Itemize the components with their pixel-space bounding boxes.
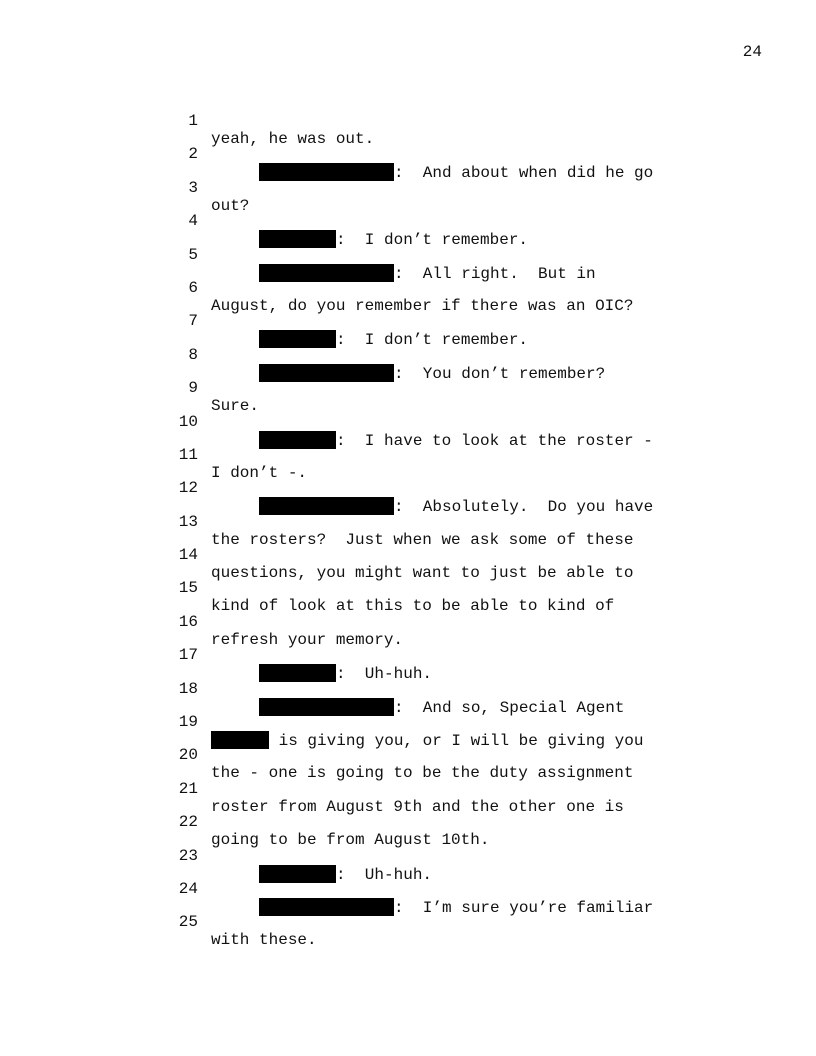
line-number: 1	[188, 112, 198, 130]
line-text: going to be from August 10th.	[211, 831, 490, 850]
line-text: out?	[211, 196, 250, 215]
transcript-line	[0, 395, 816, 450]
line-number: 18	[178, 679, 198, 698]
transcript-line	[0, 428, 816, 482]
transcript-line	[0, 94, 816, 148]
line-number: 15	[178, 579, 198, 598]
line-number: 3	[188, 178, 198, 197]
transcript-line	[0, 228, 816, 283]
line-text: : You don’t remember?	[394, 364, 606, 383]
transcript-line	[0, 628, 816, 684]
line-number: 17	[178, 646, 198, 665]
line-text: August, do you remember if there was an OIC?	[211, 296, 634, 315]
page-number: 24	[742, 43, 762, 61]
transcript-line	[0, 695, 816, 751]
line-text: Sure.	[211, 397, 260, 416]
line-text: questions, you might want to just be able to	[211, 564, 634, 583]
line-number: 20	[178, 746, 198, 765]
line-text: roster from August 9th and the other one is	[211, 797, 624, 816]
line-number: 8	[188, 345, 198, 364]
transcript-line	[0, 728, 816, 783]
line-text: the rosters? Just when we ask some of these	[211, 530, 634, 549]
line-text: : Absolutely. Do you have	[394, 498, 654, 517]
line-number: 10	[178, 412, 198, 431]
line-number: 24	[178, 879, 198, 898]
line-text: the - one is going to be the duty assignment	[211, 764, 634, 783]
line-number: 11	[178, 445, 198, 464]
line-number: 16	[178, 612, 198, 631]
line-text: yeah, he was out.	[211, 130, 375, 148]
transcript-line	[0, 528, 816, 583]
transcript-body	[0, 94, 816, 950]
line-number: 14	[178, 546, 198, 565]
line-number: 6	[188, 278, 198, 297]
line-text: is giving you, or I will be giving you	[269, 732, 644, 751]
line-number: 9	[188, 379, 198, 398]
line-number: 7	[188, 312, 198, 331]
line-text: : And so, Special Agent	[394, 698, 625, 717]
transcript-line	[0, 161, 816, 215]
line-text: kind of look at this to be able to kind of	[211, 597, 615, 616]
transcript-line	[0, 795, 816, 850]
line-text: : I don’t remember.	[336, 231, 529, 250]
transcript-line	[0, 862, 816, 917]
line-text: : Uh-huh.	[336, 865, 433, 884]
line-number: 21	[178, 779, 198, 798]
line-number: 13	[178, 512, 198, 531]
line-text: refresh your memory.	[211, 630, 404, 649]
line-number: 12	[178, 479, 198, 498]
line-number: 23	[178, 846, 198, 865]
transcript-line	[0, 762, 816, 816]
transcript-line	[0, 495, 816, 549]
transcript-line	[0, 561, 816, 616]
transcript-line	[0, 261, 816, 315]
line-text: : And about when did he go	[394, 164, 654, 183]
line-number: 5	[188, 245, 198, 264]
transcript-line	[0, 361, 816, 416]
transcript-line	[0, 328, 816, 383]
transcript-line	[0, 194, 816, 250]
line-text: : I don’t remember.	[336, 331, 529, 350]
line-text: : I have to look at the roster -	[336, 431, 653, 450]
line-number: 25	[178, 913, 198, 932]
line-text: : Uh-huh.	[336, 665, 433, 684]
transcript-line	[0, 294, 816, 350]
line-text: : I’m sure you’re familiar	[394, 898, 654, 917]
transcript-line	[0, 829, 816, 884]
transcript-line	[0, 595, 816, 649]
transcript-line	[0, 895, 816, 950]
transcript-line	[0, 662, 816, 717]
line-number: 4	[188, 212, 198, 231]
transcript-line	[0, 127, 816, 183]
transcript-line	[0, 461, 816, 517]
line-text: with these.	[211, 931, 317, 950]
line-text: : All right. But in	[394, 264, 596, 283]
line-number: 19	[178, 713, 198, 732]
line-number: 2	[188, 145, 198, 164]
line-text: I don’t -.	[211, 463, 308, 482]
line-number: 22	[178, 813, 198, 832]
